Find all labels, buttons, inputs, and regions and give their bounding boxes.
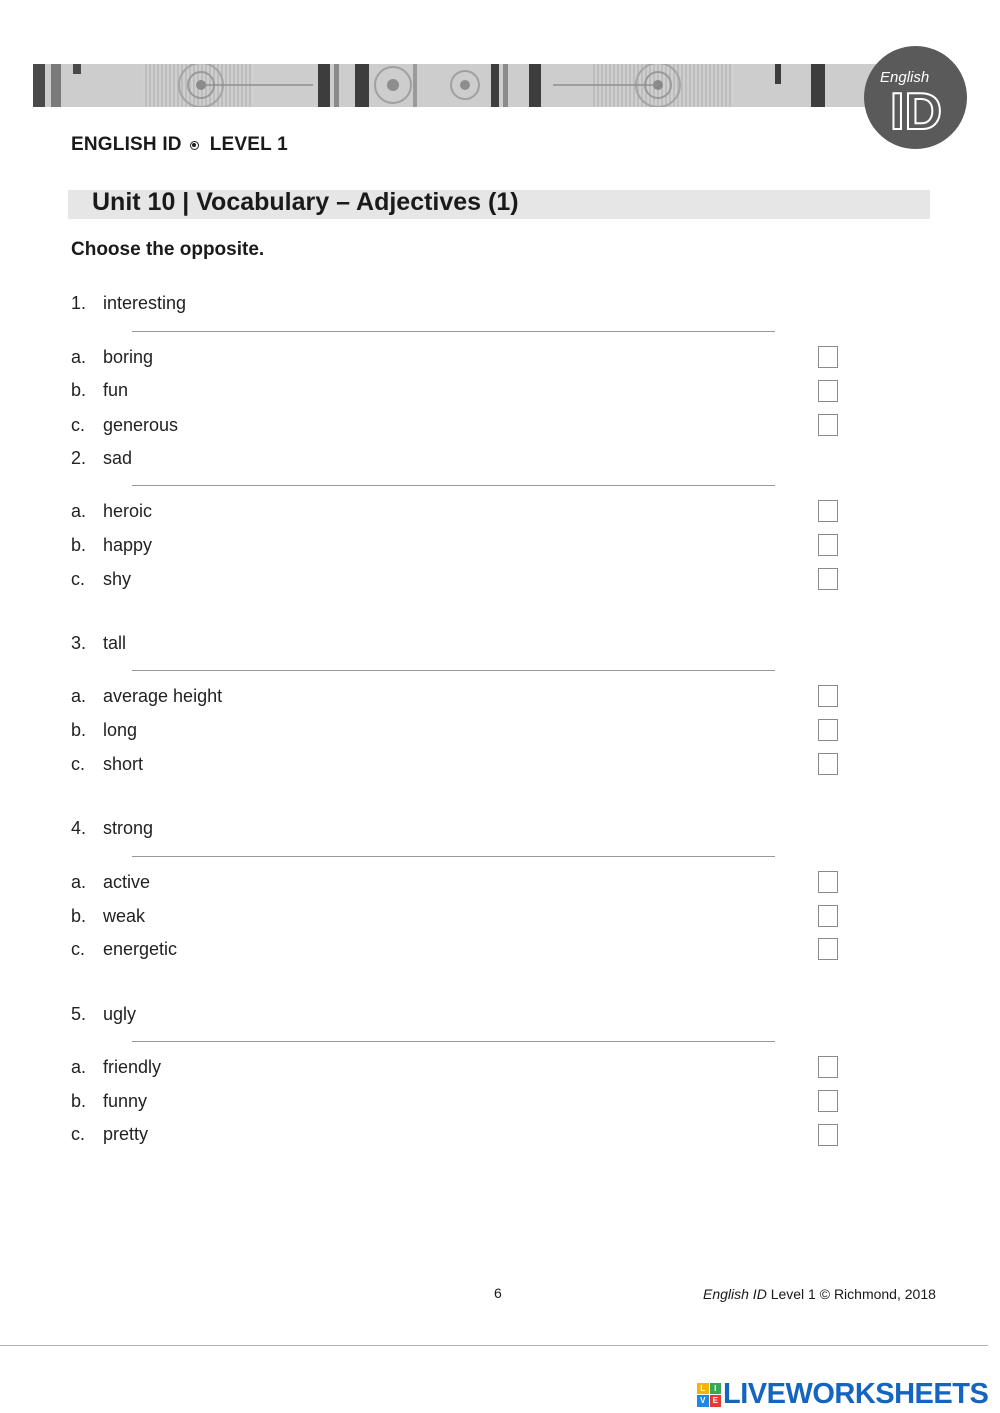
option-checkbox[interactable] bbox=[818, 938, 838, 960]
series-name: ENGLISH ID bbox=[71, 134, 182, 155]
question-word: strong bbox=[103, 818, 154, 838]
option-checkbox[interactable] bbox=[818, 534, 838, 556]
page-number: 6 bbox=[494, 1285, 502, 1301]
svg-text:English: English bbox=[880, 69, 930, 86]
option-letter: b. bbox=[71, 1091, 87, 1111]
option-checkbox[interactable] bbox=[818, 1090, 838, 1112]
option-checkbox[interactable] bbox=[818, 871, 838, 893]
copyright bbox=[703, 1286, 936, 1302]
question-word: sad bbox=[103, 448, 133, 468]
question-word: ugly bbox=[103, 1004, 137, 1024]
question-word: tall bbox=[103, 633, 127, 653]
option-text: shy bbox=[103, 569, 132, 589]
answer-line bbox=[132, 331, 775, 332]
answer-line bbox=[132, 670, 775, 671]
option-text: pretty bbox=[103, 1124, 149, 1144]
option-letter: a. bbox=[71, 501, 87, 521]
option-text: generous bbox=[103, 415, 179, 435]
brand-icon-letter: L bbox=[697, 1383, 709, 1395]
header-banner bbox=[33, 64, 933, 107]
option-letter: c. bbox=[71, 569, 86, 589]
option-checkbox[interactable] bbox=[818, 414, 838, 436]
option-letter: c. bbox=[71, 939, 86, 959]
english-id-logo bbox=[864, 46, 967, 149]
brand-icon-letter: I bbox=[710, 1383, 722, 1395]
option-checkbox[interactable] bbox=[818, 685, 838, 707]
option-text: funny bbox=[103, 1091, 148, 1111]
option-text: friendly bbox=[103, 1057, 162, 1077]
liveworksheets-wordmark: LIVEWORKSHEETS bbox=[723, 1378, 989, 1410]
option-checkbox[interactable] bbox=[818, 346, 838, 368]
option-letter: a. bbox=[71, 686, 87, 706]
option-letter: a. bbox=[71, 1057, 87, 1077]
option-text: short bbox=[103, 754, 144, 774]
option-checkbox[interactable] bbox=[818, 905, 838, 927]
option-text: active bbox=[103, 872, 151, 892]
answer-line bbox=[132, 856, 775, 857]
question-word: interesting bbox=[103, 293, 187, 313]
option-letter: b. bbox=[71, 535, 87, 555]
option-text: happy bbox=[103, 535, 153, 555]
option-letter: b. bbox=[71, 380, 87, 400]
series-level: LEVEL 1 bbox=[209, 134, 288, 155]
instruction: Choose the opposite. bbox=[71, 239, 265, 260]
copyright-title: English ID bbox=[703, 1286, 767, 1302]
option-checkbox[interactable] bbox=[818, 1056, 838, 1078]
option-letter: b. bbox=[71, 906, 87, 926]
option-text: average height bbox=[103, 686, 223, 706]
question-number: 2. bbox=[71, 448, 87, 468]
brand-icon-letter: E bbox=[710, 1395, 722, 1407]
option-text: energetic bbox=[103, 939, 178, 959]
option-letter: c. bbox=[71, 1124, 86, 1144]
question-number: 4. bbox=[71, 818, 87, 838]
liveworksheets-icon bbox=[697, 1383, 721, 1407]
footer-divider bbox=[0, 1345, 988, 1346]
liveworksheets-brand[interactable] bbox=[697, 1378, 988, 1411]
option-text: long bbox=[103, 720, 138, 740]
answer-line bbox=[132, 1041, 775, 1042]
option-checkbox[interactable] bbox=[818, 753, 838, 775]
unit-title: Unit 10 | Vocabulary – Adjectives (1) bbox=[92, 188, 519, 216]
question-number: 1. bbox=[71, 293, 87, 313]
option-text: heroic bbox=[103, 501, 153, 521]
option-text: boring bbox=[103, 347, 154, 367]
option-checkbox[interactable] bbox=[818, 1124, 838, 1146]
option-letter: c. bbox=[71, 754, 86, 774]
option-text: weak bbox=[103, 906, 146, 926]
answer-line bbox=[132, 485, 775, 486]
question-number: 5. bbox=[71, 1004, 87, 1024]
copyright-rest: Level 1 © Richmond, 2018 bbox=[766, 1286, 936, 1302]
svg-text:ID: ID bbox=[890, 83, 942, 141]
option-letter: b. bbox=[71, 720, 87, 740]
option-letter: a. bbox=[71, 872, 87, 892]
option-letter: c. bbox=[71, 415, 86, 435]
option-checkbox[interactable] bbox=[818, 500, 838, 522]
option-checkbox[interactable] bbox=[818, 719, 838, 741]
option-checkbox[interactable] bbox=[818, 380, 838, 402]
bullet-dot-icon bbox=[190, 141, 199, 150]
series-label bbox=[71, 134, 288, 156]
option-letter: a. bbox=[71, 347, 87, 367]
question-number: 3. bbox=[71, 633, 87, 653]
option-text: fun bbox=[103, 380, 129, 400]
brand-icon-letter: V bbox=[697, 1395, 709, 1407]
option-checkbox[interactable] bbox=[818, 568, 838, 590]
